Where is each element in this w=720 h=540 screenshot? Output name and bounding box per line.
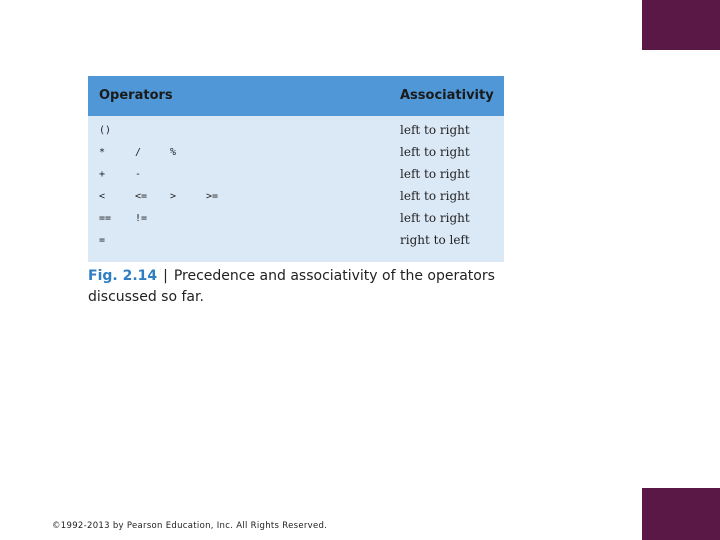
associativity-cell: left to right	[400, 211, 470, 225]
corner-accent-top	[642, 0, 720, 50]
operator-cell: ()	[99, 125, 112, 136]
associativity-cell: left to right	[400, 167, 470, 181]
header-associativity: Associativity	[400, 88, 494, 103]
operator-cell: =	[99, 235, 106, 246]
header-operators: Operators	[99, 88, 173, 103]
associativity-cell: left to right	[400, 145, 470, 159]
caption-separator: |	[163, 268, 168, 284]
operator-cell: -	[135, 169, 142, 180]
figure-caption	[88, 266, 508, 308]
operator-cell: <=	[135, 191, 148, 202]
operator-cell: <	[99, 191, 106, 202]
operator-cell: +	[99, 169, 106, 180]
operator-cell: >=	[206, 191, 219, 202]
operator-cell: %	[170, 147, 177, 158]
table-header	[88, 76, 504, 116]
copyright-footer: ©1992-2013 by Pearson Education, Inc. All Rights Reserved.	[52, 521, 328, 531]
operator-cell: *	[99, 147, 106, 158]
operator-cell: >	[170, 191, 177, 202]
operator-cell: ==	[99, 213, 112, 224]
figure-label: Fig. 2.14	[88, 268, 158, 284]
associativity-cell: left to right	[400, 189, 470, 203]
operator-cell: /	[135, 147, 142, 158]
caption-text: Precedence and associativity of the operators discussed so far.	[88, 268, 495, 305]
associativity-cell: left to right	[400, 123, 470, 137]
precedence-table	[88, 76, 504, 262]
corner-accent-bottom	[642, 488, 720, 540]
operator-cell: !=	[135, 213, 148, 224]
associativity-cell: right to left	[400, 233, 470, 247]
